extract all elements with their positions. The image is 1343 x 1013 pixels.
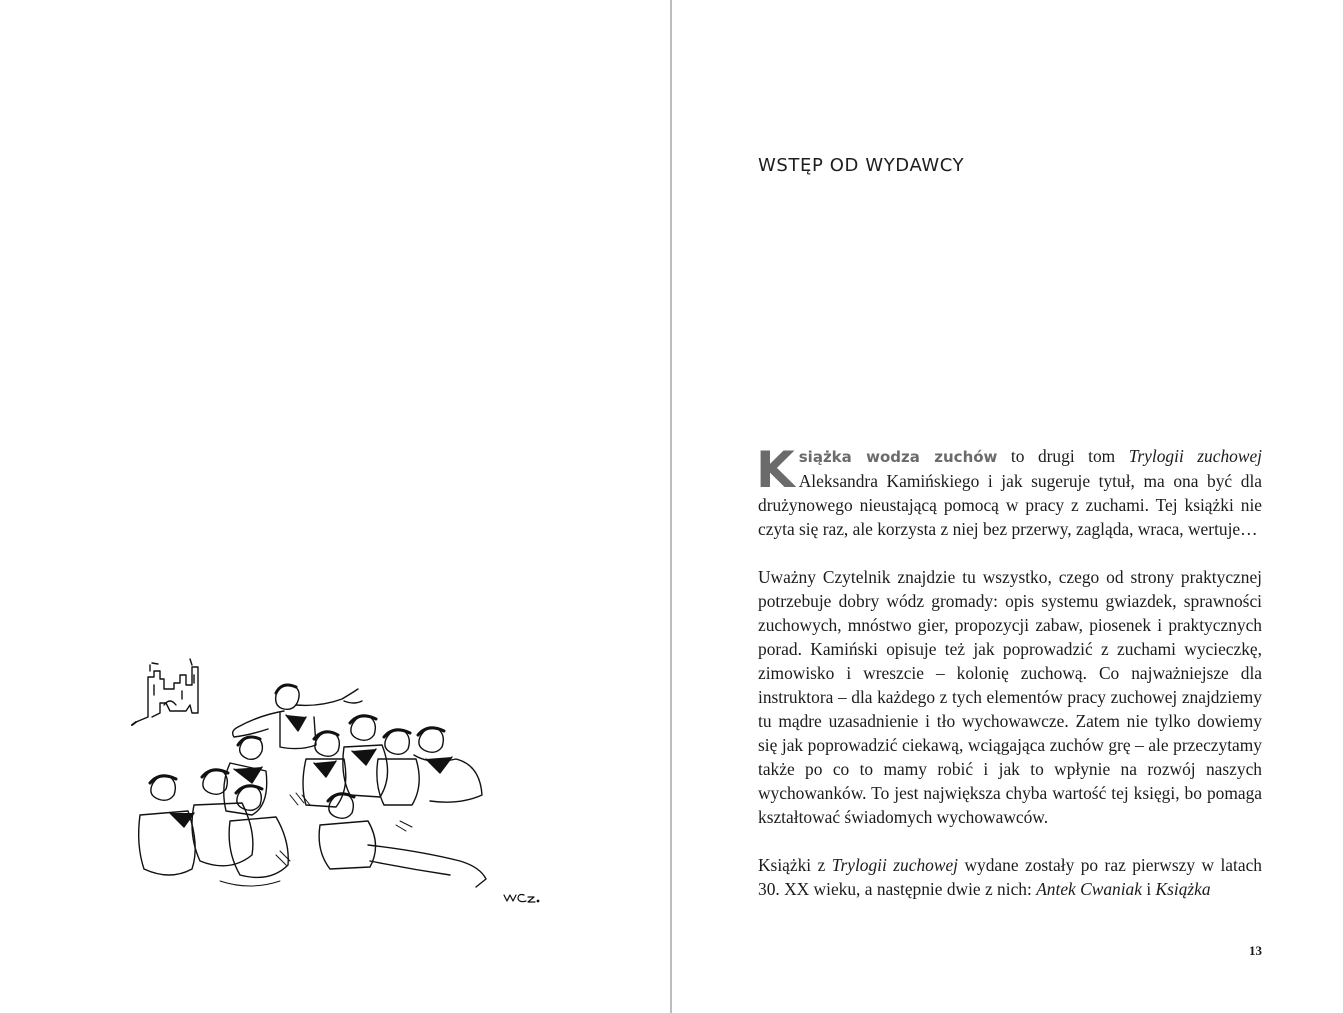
standing-boy (233, 685, 362, 749)
signature-mark (504, 895, 539, 903)
book-title-italic: Trylogii zuchowej (1128, 446, 1263, 466)
lead-in-title: siążka wodza zuchów (798, 448, 998, 466)
paragraph-text: i (1141, 879, 1156, 899)
paragraph-history (758, 853, 1262, 901)
paragraph-body (758, 565, 1262, 829)
book-title-italic: Trylogii zuchowej (831, 855, 959, 875)
drop-cap: K (756, 441, 795, 499)
seated-children (139, 716, 486, 887)
ground-strokes (220, 793, 412, 886)
paragraph-text: wydane zostały po raz pierwszy w latach 30. XX wieku, a następnie dwie z nich: (758, 855, 1262, 899)
right-page (672, 0, 1343, 1013)
paragraph-text: to drugi tom (997, 446, 1129, 466)
book-title-italic: Antek Cwaniak (1036, 879, 1142, 899)
paragraph-intro (756, 441, 1263, 541)
castle-drawing (132, 659, 198, 725)
paragraph-text: Książki z (758, 855, 832, 875)
paragraph-text: Aleksandra Kamińskiego i jak sugeruje tytuł, ma ona być dla drużynowego nieustającą pomocą w pracy z zuchami. Tej książki nie czyta się raz, ale korzysta z niej bez przerwy, zagląda, wraca, wertuje… (758, 471, 1262, 539)
page-number: 13 (1249, 943, 1262, 958)
chapter-heading: WSTĘP OD WYDAWCY (758, 155, 965, 176)
paragraph-text: Uważny Czytelnik znajdzie tu wszystko, czego od strony praktycznej potrzebuje dobry wódz gromady: opis systemu gwiazdek, sprawności zuchowych, mnóstwo gier, propozycji zabaw, piosenek i praktycznych porad. Kamiński opisuje też jak poprowadzić z zuchami wycieczkę, zimowisko i wreszcie – kolonię zuchową. Co najważniejsze dla instruktora – dla każdego z tych elementów pracy zuchowej znajdziemy tu mądre uzasadnienie i tło wychowawcze. Zatem nie tylko dowiemy się jak poprowadzić ciekawą, wciągająca zuchów grę – ale przeczytamy także po co to mamy robić i jak to wpłynie na rozwój naszych wychowanków. To jest największa chyba wartość tej księgi, bo pomaga kształtować świadomych wychowawców. (758, 567, 1262, 827)
illustration-children-circle (130, 655, 540, 910)
book-title-italic: Książka (1155, 879, 1211, 899)
ink-drawing-icon (130, 655, 540, 910)
left-page (0, 0, 670, 1013)
